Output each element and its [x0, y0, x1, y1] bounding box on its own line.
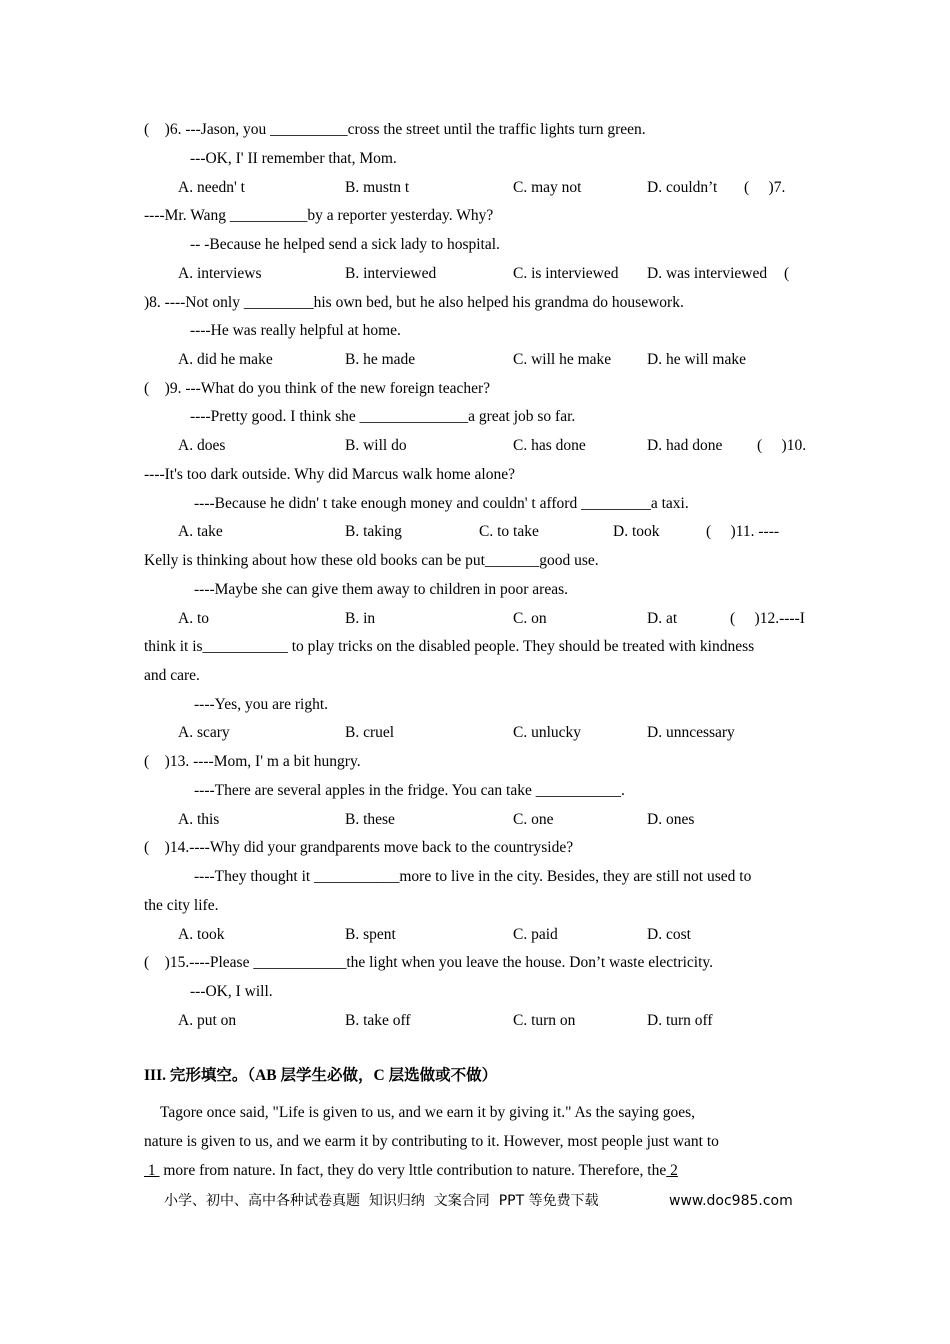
q10-prompt: ----It's too dark outside. Why did Marcus walk home alone? — [144, 466, 515, 483]
q11-option-b: B. in — [345, 610, 376, 627]
blank-1: 1 — [144, 1162, 160, 1179]
footer-website: www.doc985.com — [669, 1193, 793, 1209]
q12-option-a: A. scary — [178, 724, 230, 741]
q12-prompt-line1: think it is___________ to play tricks on the disabled people. They should be treated with kindness — [144, 638, 755, 655]
q6-reply: ---OK, I' II remember that, Mom. — [190, 150, 397, 167]
q8-option-d: D. he will make — [647, 351, 747, 368]
q10-option-c: C. to take — [479, 523, 539, 540]
q7-option-c: C. is interviewed — [513, 265, 619, 282]
q13-option-a: A. this — [178, 811, 220, 828]
q9-prompt: ( )9. ---What do you think of the new foreign teacher? — [144, 380, 491, 397]
q10-number: ( )10. — [757, 437, 807, 454]
q12-reply: ----Yes, you are right. — [194, 696, 329, 713]
footer-promo-text: 小学、初中、高中各种试卷真题 知识归纳 文案合同 PPT 等免费下载 — [164, 1193, 599, 1209]
q13-prompt: ( )13. ----Mom, I' m a bit hungry. — [144, 753, 361, 770]
passage-line2: nature is given to us, and we earm it by contributing to it. However, most people just want to — [144, 1133, 719, 1150]
q13-option-d: D. ones — [647, 811, 695, 828]
q14-prompt: ( )14.----Why did your grandparents move back to the countryside? — [144, 839, 574, 856]
q11-reply: ----Maybe she can give them away to children in poor areas. — [194, 581, 569, 598]
q7-reply: -- -Because he helped send a sick lady to hospital. — [190, 236, 500, 253]
q9-option-d: D. had done — [647, 437, 723, 454]
q6-option-a: A. needn' t — [178, 179, 245, 196]
q11-prompt: Kelly is thinking about how these old books can be put_______good use. — [144, 552, 599, 569]
q15-option-c: C. turn on — [513, 1012, 576, 1029]
q14-option-b: B. spent — [345, 926, 396, 943]
q6-prompt: ( )6. ---Jason, you __________cross the street until the traffic lights turn green. — [144, 121, 646, 138]
section-heading: III. 完形填空。（AB 层学生必做，C 层选做或不做） — [144, 1067, 498, 1084]
q11-number: ( )11. ---- — [706, 523, 780, 540]
q15-option-d: D. turn off — [647, 1012, 713, 1029]
q9-option-c: C. has done — [513, 437, 586, 454]
q12-prompt-line2: and care. — [144, 667, 200, 684]
q15-option-a: A. put on — [178, 1012, 237, 1029]
q13-reply: ----There are several apples in the fridge. You can take ___________. — [194, 782, 625, 799]
passage-line1: Tagore once said, "Life is given to us, and we earn it by giving it." As the saying goes, — [160, 1104, 696, 1121]
q7-option-b: B. interviewed — [345, 265, 437, 282]
q14-reply-line1: ----They thought it ___________more to live in the city. Besides, they are still not used to — [194, 868, 752, 885]
q6-option-c: C. may not — [513, 179, 582, 196]
q10-option-d: D. took — [613, 523, 660, 540]
q8-option-c: C. will he make — [513, 351, 612, 368]
blank-2: 2 — [666, 1162, 678, 1179]
q10-reply: ----Because he didn' t take enough money and couldn' t afford _________a taxi. — [194, 495, 689, 512]
q8-option-b: B. he made — [345, 351, 416, 368]
q11-option-c: C. on — [513, 610, 547, 627]
q12-number: ( )12.----I — [730, 610, 805, 627]
q9-reply: ----Pretty good. I think she ______________a great job so far. — [190, 408, 576, 425]
q7-number: ( )7. — [744, 179, 786, 196]
q14-option-c: C. paid — [513, 926, 558, 943]
q8-prompt: )8. ----Not only _________his own bed, but he also helped his grandma do housework. — [144, 294, 684, 311]
passage-line3-text: more from nature. In fact, they do very lttle contribution to nature. Therefore, the — [159, 1162, 667, 1179]
q9-option-a: A. does — [178, 437, 226, 454]
q9-option-b: B. will do — [345, 437, 407, 454]
q8-open-paren: ( — [784, 265, 790, 282]
q13-option-c: C. one — [513, 811, 554, 828]
q11-option-a: A. to — [178, 610, 209, 627]
q7-prompt: ----Mr. Wang __________by a reporter yesterday. Why? — [144, 207, 494, 224]
q10-option-b: B. taking — [345, 523, 402, 540]
q15-reply: ---OK, I will. — [190, 983, 273, 1000]
passage-line3 — [144, 1161, 678, 1181]
q12-option-d: D. unncessary — [647, 724, 735, 741]
q15-prompt: ( )15.----Please ____________the light when you leave the house. Don’t waste electricity. — [144, 954, 714, 971]
q11-option-d: D. at — [647, 610, 678, 627]
q14-option-d: D. cost — [647, 926, 691, 943]
q6-option-b: B. mustn t — [345, 179, 410, 196]
q12-option-b: B. cruel — [345, 724, 395, 741]
q14-option-a: A. took — [178, 926, 225, 943]
q15-option-b: B. take off — [345, 1012, 411, 1029]
q14-reply-line2: the city life. — [144, 897, 219, 914]
q10-option-a: A. take — [178, 523, 223, 540]
q7-option-d: D. was interviewed — [647, 265, 768, 282]
q13-option-b: B. these — [345, 811, 395, 828]
q7-option-a: A. interviews — [178, 265, 262, 282]
q8-option-a: A. did he make — [178, 351, 273, 368]
q8-reply: ----He was really helpful at home. — [190, 322, 401, 339]
q12-option-c: C. unlucky — [513, 724, 582, 741]
q6-option-d: D. couldn’t — [647, 179, 718, 196]
